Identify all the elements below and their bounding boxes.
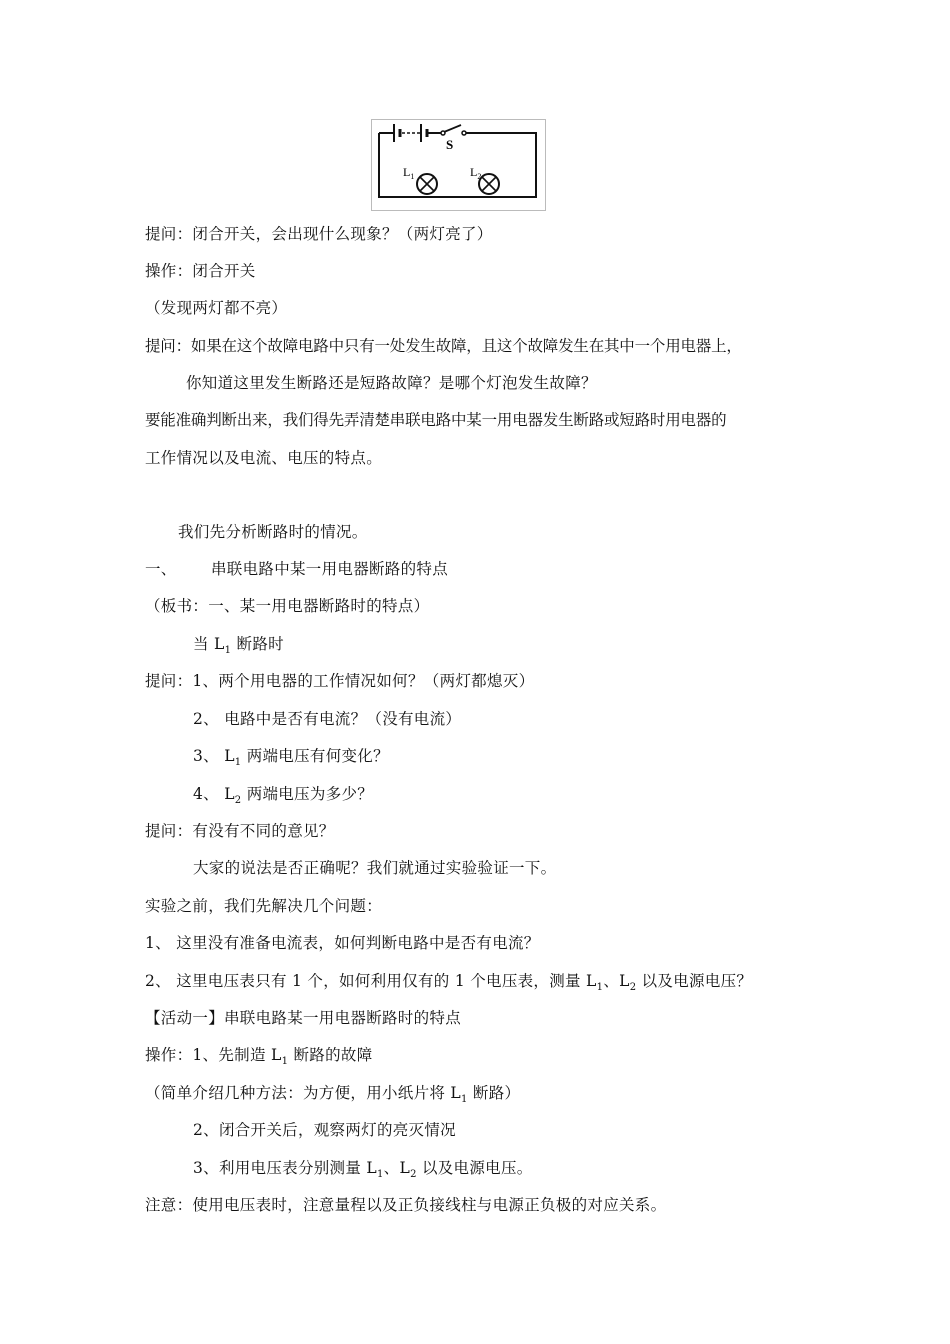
operation-item: 3、利用电压表分别测量 $L_1$、$L_2$ 以及电源电压。 <box>193 1159 533 1180</box>
operation-item: 2、闭合开关后，观察两灯的亮灭情况 <box>193 1121 456 1139</box>
caution-note: 注意：使用电压表时，注意量程以及正负接线柱与电源正负极的对应关系。 <box>145 1196 667 1214</box>
question-line: 提问：有没有不同的意见？ <box>145 822 335 840</box>
question-continuation: 你知道这里发生断路还是短路故障？是哪个灯泡发生故障？ <box>186 374 597 392</box>
board-note: （板书：一、某一用电器断路时的特点） <box>145 597 430 615</box>
question-line: 提问：1、两个用电器的工作情况如何？（两灯都熄灭） <box>145 672 535 690</box>
issue-item: 1、 这里没有准备电流表，如何判断电路中是否有电流？ <box>145 934 540 952</box>
paragraph-line: 实验之前，我们先解决几个问题： <box>145 897 383 915</box>
section-heading: 串联电路中某一用电器断路的特点 <box>211 560 449 578</box>
method-note: （简单介绍几种方法：为方便，用小纸片将 $L_1$ 断路） <box>145 1084 521 1105</box>
operation-line: 操作：闭合开关 <box>145 262 256 280</box>
paragraph-line: 要能准确判断出来，我们得先弄清楚串联电路中某一用电器发生断路或短路时用电器的 <box>145 411 727 429</box>
paragraph-line: 大家的说法是否正确呢？我们就通过实验验证一下。 <box>193 859 557 877</box>
condition-line: 当 $L_1$ 断路时 <box>193 635 284 656</box>
observation-line: （发现两灯都不亮） <box>145 299 288 317</box>
question-line: 提问：如果在这个故障电路中只有一处发生故障，且这个故障发生在其中一个用电器上， <box>145 337 742 355</box>
question-item: 3、 $L_1$ 两端电压有何变化？ <box>193 747 389 768</box>
issue-item: 2、 这里电压表只有 1 个，如何利用仅有的 1 个电压表，测量 $L_1$、$L_2$ 以及电源电压？ <box>145 972 753 993</box>
question-item: 4、 $L_2$ 两端电压为多少？ <box>193 785 374 806</box>
lamp2-label: $L_2$ <box>470 165 482 181</box>
paragraph-line: 工作情况以及电流、电压的特点。 <box>145 449 383 467</box>
lamp1-label: $L_1$ <box>403 165 415 181</box>
operation-line: 操作：1、先制造 $L_1$ 断路的故障 <box>145 1046 373 1067</box>
question-line: 提问：闭合开关，会出现什么现象？（两灯亮了） <box>145 225 493 243</box>
circuit-diagram <box>371 119 546 211</box>
paragraph-line: 我们先分析断路时的情况。 <box>178 523 368 541</box>
question-item: 2、 电路中是否有电流？（没有电流） <box>193 710 462 728</box>
activity-heading: 【活动一】串联电路某一用电器断路时的特点 <box>145 1009 462 1027</box>
switch-label: S <box>446 137 454 152</box>
section-number: 一、 <box>145 560 177 578</box>
